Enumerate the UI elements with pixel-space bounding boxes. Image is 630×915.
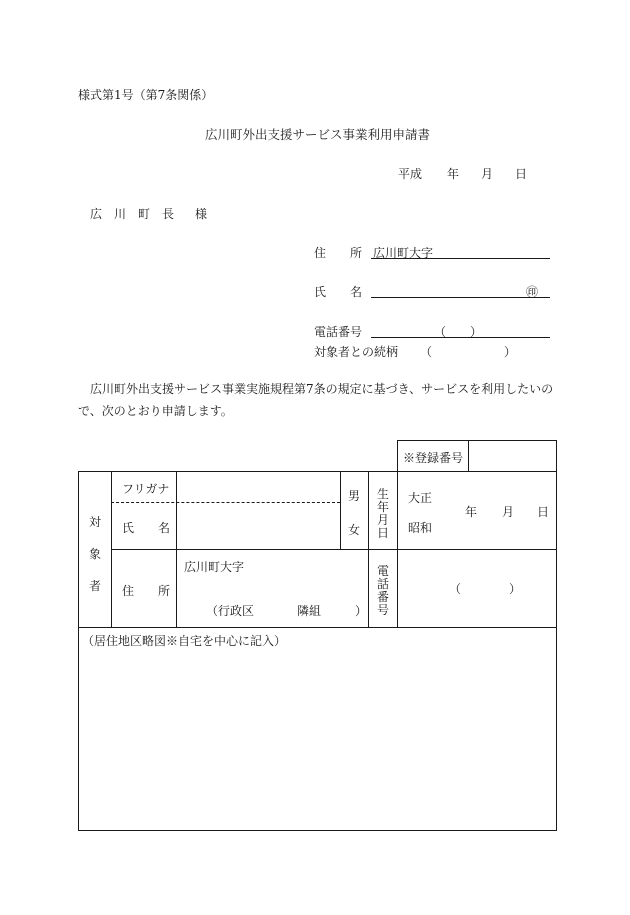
addressee: 広 川 町 長 [90,207,175,221]
subject-name-label: 氏 名 [122,521,171,535]
map-note: （居住地区略図※自宅を中心に記入） [82,634,287,648]
gender-male: 男 [348,489,361,503]
furigana-dashed-divider [111,502,340,503]
body-paragraph: 広川町外出支援サービス事業実施規程第7条の規定に基づき、サービスを利用したいので、次のとおり申請します。 [78,382,554,418]
honorific: 様 [195,207,208,221]
reg-box-left [397,440,398,471]
gender-col-left [340,471,341,549]
era-taisho: 大正 [408,491,433,505]
table-left [78,471,79,831]
applicant-address-value: 広川町大字 [373,246,434,260]
registration-label: ※登録番号 [403,451,464,465]
furigana-label: フリガナ [122,482,170,496]
district-open: （行政区 [206,604,255,618]
date-month: 月 [481,167,494,181]
applicant-phone-parens: （ ） [434,325,483,339]
name-underline [371,297,550,298]
relation-parens: （ ） [420,345,517,359]
birth-date-label: 生年月日 [376,487,389,540]
date-day: 日 [515,167,528,181]
birth-day: 日 [537,505,550,519]
address-underline [371,258,550,259]
era-showa: 昭和 [408,521,433,535]
applicant-phone-label: 電話番号 [314,325,363,339]
table-right [556,440,557,831]
reg-box-top [397,440,556,441]
date-era: 平成 [398,167,423,181]
birth-year: 年 [465,505,478,519]
subject-address-prefix: 広川町大字 [184,560,245,574]
subject-phone-label: 電話番号 [376,564,389,617]
subject-address-label: 住 所 [122,584,171,598]
seal-mark: ㊞ [526,285,539,299]
gender-female: 女 [348,523,361,537]
applicant-address-label: 住 所 [314,246,363,260]
reg-box-divider [468,440,469,471]
applicant-name-label: 氏 名 [314,285,363,299]
subject-phone-parens: （ ） [449,582,522,596]
birth-month: 月 [502,505,515,519]
address-row-bottom [78,627,557,628]
phone-underline [371,337,550,338]
tonari-gumi: 隣組 [297,604,322,618]
table-bottom [78,830,557,831]
date-year: 年 [447,167,460,181]
form-number: 様式第1号（第7条関係） [78,88,214,102]
table-top [78,471,557,472]
relation-label: 対象者との続柄 [314,345,399,359]
district-close: ） [355,604,368,618]
subject-label: 対象者 [88,515,101,593]
form-title: 広川町外出支援サービス事業利用申請書 [205,127,431,142]
name-row-bottom [111,549,557,550]
